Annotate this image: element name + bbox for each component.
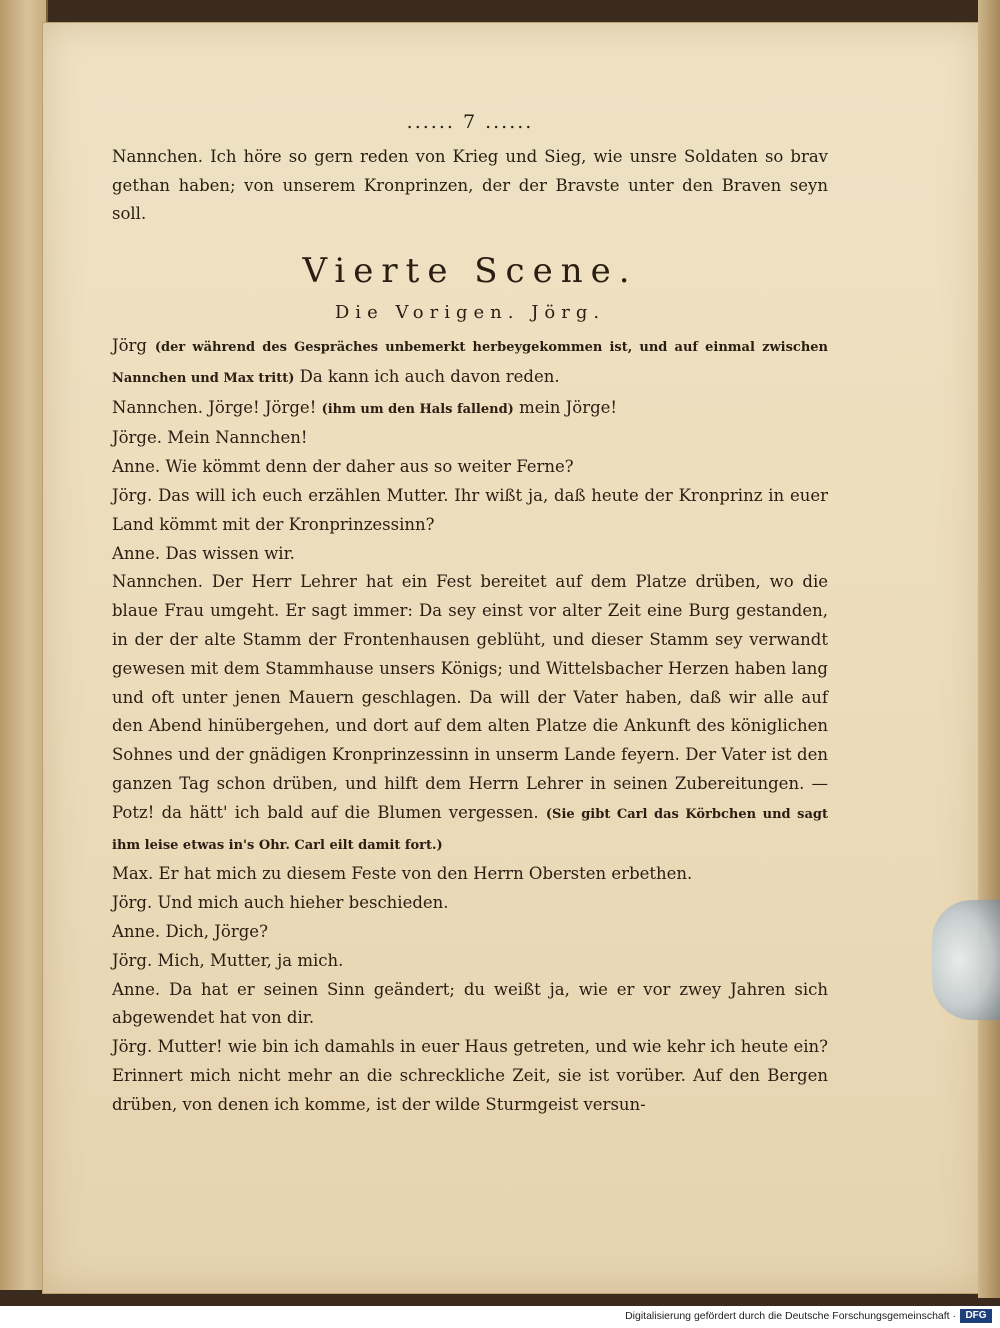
speech-text: mein Jörge! <box>519 397 618 417</box>
dialogue-line <box>112 889 828 918</box>
speaker-name: Nannchen. <box>112 146 204 166</box>
speaker-name: Jörge. <box>112 428 163 448</box>
footer-credit: Digitalisierung gefördert durch die Deutsche Forschungsgemeinschaft · <box>625 1310 956 1322</box>
speech-text: Jörge! Jörge! <box>208 397 317 417</box>
dialogue-line <box>112 976 828 1034</box>
speaker-name: Jörg. <box>112 485 153 505</box>
speech-text: Er hat mich zu diesem Feste von den Herrn Obersten erbethen. <box>158 864 693 884</box>
dialogue-line <box>112 1033 828 1119</box>
speech-text: Dich, Jörge? <box>165 921 268 941</box>
speaker-name: Anne. <box>112 457 161 477</box>
speaker-name: Anne. <box>112 979 161 999</box>
speech-text: Das wissen wir. <box>165 543 295 563</box>
speech-text: Der Herr Lehrer hat ein Fest bereitet auf dem Platze drüben, wo die blaue Frau umgeht. Er sagt immer: Da sey einst vor alter Zeit eine Burg gestanden, in der der alte Stamm der Frontenhausen geblüht, und dieser Stamm sey verwandt gewesen mit dem Stammhause unsers Königs; und Wittelsbacher Herzen haben lang und oft unter jenen Mauern geschlagen. Da will der Vater haben, daß wir alle auf den Abend hinübergehen, und dort auf dem alten Platze die Ankunft des königlichen Sohnes und der gnädigen Kronprinzessinn in unserm Lande feyern. Der Vater ist den ganzen Tag schon drüben, und hilft dem Herrn Lehrer in seinen Zubereitungen. — Potz! da hätt' ich bald auf die Blumen vergessen. <box>112 572 829 822</box>
dialogue-line <box>112 453 828 482</box>
dialogue-line <box>112 540 828 569</box>
dialogue-line <box>112 143 828 229</box>
speech-text: Wie kömmt denn der daher aus so weiter Ferne? <box>165 457 574 477</box>
dialogue-line <box>112 394 828 425</box>
dialogue-line <box>112 918 828 947</box>
speech-text: Mutter! wie bin ich damahls in euer Haus getreten, und wie kehr ich heute ein? Erinnert mich nicht mehr an die schreckliche Zeit, sie ist vorüber. Auf den Bergen drüben, von denen ich komme, ist der wilde Sturmgeist versun- <box>112 1037 828 1114</box>
speech-text: Da kann ich auch davon reden. <box>299 366 560 386</box>
left-page-edge <box>0 0 48 1290</box>
dialogue-line <box>112 568 828 860</box>
scene-title: Vierte Scene. <box>302 251 638 292</box>
speaker-name: Jörg. <box>112 893 153 913</box>
page-clip <box>932 900 1000 1020</box>
speaker-name: Max. <box>112 864 154 884</box>
stage-direction: (der während des Gespräches unbemerkt herbeygekommen ist, und auf einmal zwischen Nannchen und Max tritt) <box>112 339 828 386</box>
speaker-name: Nannchen. <box>112 397 204 417</box>
stage-direction: (ihm um den Hals fallend) <box>321 401 514 417</box>
speech-text: Das will ich euch erzählen Mutter. Ihr wißt ja, daß heute der Kronprinz in euer Land kömmt mit der Kronprinzessinn? <box>112 485 828 534</box>
speaker-name: Jörg. <box>112 950 153 970</box>
page-number: ...... 7 ...... <box>406 111 534 133</box>
speech-text: Ich höre so gern reden von Krieg und Sieg, wie unsre Soldaten so brav gethan haben; von unserem Kronprinzen, der der Bravste unter den Braven seyn soll. <box>112 146 828 224</box>
dialogue-line <box>112 860 828 889</box>
speaker-name: Jörg <box>112 335 147 355</box>
dialogue-line <box>112 947 828 976</box>
speaker-name: Anne. <box>112 921 161 941</box>
dialogue-line <box>112 482 828 540</box>
dialogue-block <box>112 332 828 1120</box>
dialogue-line <box>112 332 828 394</box>
speech-text: Mein Nannchen! <box>167 428 308 448</box>
scene-characters: Die Vorigen. Jörg. <box>334 302 606 324</box>
speaker-name: Jörg. <box>112 1037 153 1057</box>
page-stack-edge <box>978 0 1000 1298</box>
speech-text: Und mich auch hieher beschieden. <box>157 893 449 913</box>
speech-text: Da hat er seinen Sinn geändert; du weißt ja, wie er vor zwey Jahren sich abgewendet hat von dir. <box>112 979 828 1028</box>
stage-direction: (Sie gibt Carl das Körbchen und sagt ihm leise etwas in's Ohr. Carl eilt damit fort.) <box>112 806 829 853</box>
speaker-name: Nannchen. <box>112 572 204 592</box>
speaker-name: Anne. <box>112 543 161 563</box>
dfg-logo: DFG <box>960 1309 992 1323</box>
dialogue-line <box>112 424 828 453</box>
page-content <box>112 108 828 1120</box>
speech-text: Mich, Mutter, ja mich. <box>157 950 344 970</box>
